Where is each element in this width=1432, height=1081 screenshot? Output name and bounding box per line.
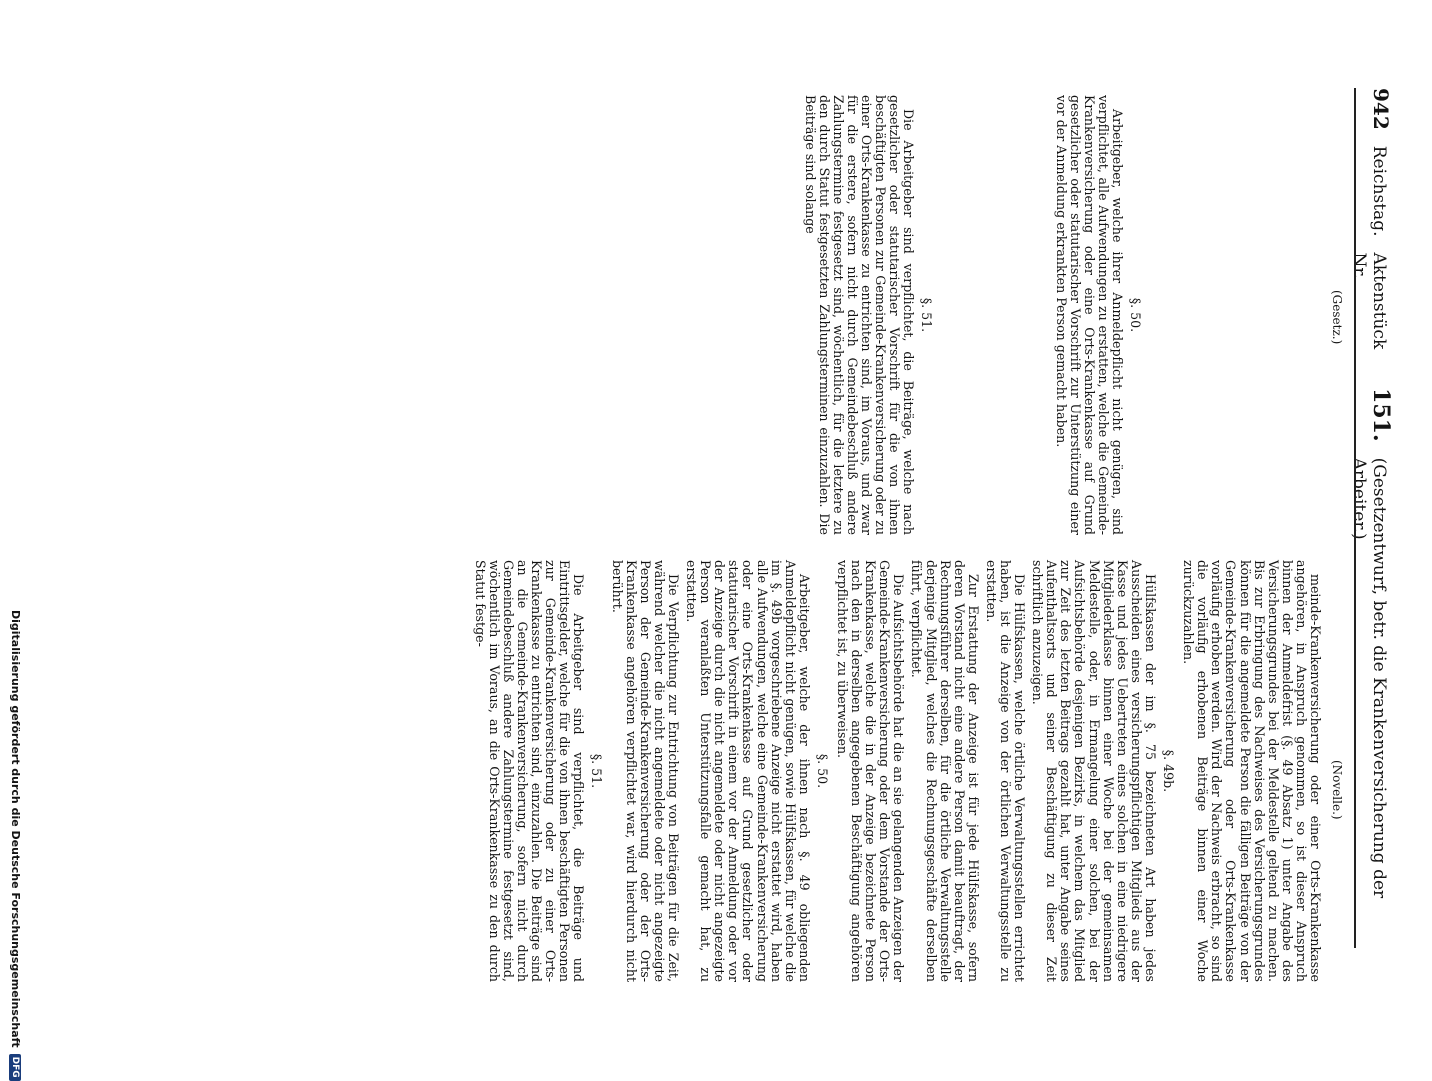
paragraph: Arbeitgeber, welche ihrer Anmeldepflicht nicht genügen, sind verpflichtet, alle Aufwendungen zu erstatten, welche die Gemeinde-Krankenversicherung oder eine Orts-Krankenkasse auf Grund gesetzlicher oder statutarischer Vorschrift zur Unterstützung einer vor der Anmeldung erkrankten Person gemacht haben.: [1053, 95, 1125, 535]
paragraph: Die Arbeitgeber sind verpflichtet, die Beiträge und Eintrittsgelder, welche für die von ihnen beschäftigten Personen zur Gemeinde-Krankenversicherung oder zu einer Orts-Krankenkasse zu entrichten sind, einzuzahlen. Die Beiträge sind an die Gemeinde-Krankenversicherung, sofern nicht durch Gemeindebeschluß andere Zahlungstermine festgesetzt sind, wöchentlich im Voraus, an die Orts-Krankenkasse zu den durch Statut festge-: [472, 560, 587, 982]
header-source: Reichstag.: [1369, 145, 1389, 237]
paragraph: Zur Erstattung der Anzeige ist für jede Hülfskasse, sofern deren Vorstand nicht eine andere Person damit beauftragt, der Rechnungsführer derselben, für die örtliche Verwaltungsstelle derjenige Mitglied, welches die Rechnungsgeschäfte derselben führt, verpflichtet.: [909, 560, 981, 982]
paragraph: Die Aufsichtsbehörde hat die an sie gelangenden Anzeigen der Gemeinde-Krankenversicherung oder dem Vorstande der Orts-Krankenkasse, welche die in der Anzeige bezeichnete Person nach den in derselben angegebenen Beschäftigung angehören verpflichtet ist, zu überweisen.: [835, 560, 907, 982]
header-title: (Gesetzentwurf, betr. die Krankenversicherung der Arbeiter.): [1349, 457, 1389, 899]
dfg-logo-icon: DFG: [10, 1054, 22, 1081]
header-rule: [1354, 88, 1356, 948]
paragraph: Arbeitgeber, welche der ihnen nach §. 49 obliegenden Anmeldepflicht nicht genügen, sowie Hülfskassen, für welche die im §. 49b vorgeschriebene Anzeige nicht erstattet wird, haben alle Aufwendungen, welche eine Gemeinde-Krankenversicherung oder eine Orts-Krankenkasse auf Grund gesetzlicher oder statutarischer Vorschrift in einem vor der Anmeldung oder vor der Anzeige durch die nicht angemeldete oder nicht angezeigte Person veranlaßten Unterstützungsfalle gemacht hat, zu erstatten.: [684, 560, 812, 982]
paragraph: Hülfskassen der im §. 75 bezeichneten Art haben jedes Ausscheiden eines versicherungspflichtigen Mitglieds aus der Kasse und jedes Uebertreten eines solchen in eine niedrigere Mitgliederklasse binnen einer Woche bei der gemeinsamen Meldestelle, oder, in Ermangelung einer solchen, bei der Aufsichtsbehörde desjenigen Bezirks, in welchem das Mitglied zur Zeit des letzten Beitrags gezahlt hat, unter Angabe seines Aufenthaltsorts und seiner Beschäftigung zu dieser Zeit schriftlich anzuzeigen.: [1030, 560, 1158, 982]
page-header: [1349, 88, 1394, 948]
issue-number: 151.: [1368, 388, 1394, 442]
right-column: [469, 560, 1322, 982]
section-heading: §. 51.: [919, 297, 935, 333]
footer-text: Digitalisierung gefördert durch die Deutsche Forschungsgemeinschaft: [9, 610, 22, 1048]
paragraph: meinde-Krankenversicherung oder einer Orts-Krankenkasse angehören, in Anspruch genommen, so ist dieser Anspruch binnen der Anmeldefrist (§. 49 Absatz 1) unter Angabe des Versicherungsgrundes bei der Meldestelle geltend zu machen. Bis zur Erbringung des Nachweises des Versicherungsgrundes können für die angemeldete Person die fälligen Beiträge von der Gemeinde-Krankenversicherung oder Orts-Krankenkasse vorläufig erhoben werden. Wird der Nachweis erbracht, so sind die vorläufig erhobenen Beiträge binnen einer Woche zurückzuzahlen.: [1181, 560, 1323, 982]
header-document: Aktenstück Nr.: [1349, 252, 1389, 350]
paragraph: Die Hülfskassen, welche örtliche Verwaltungsstellen errichtet haben, ist die Anzeige von der örtlichen Verwaltungsstelle zu erstatten.: [983, 560, 1028, 982]
paragraph: Die Verpflichtung zur Entrichtung von Beiträgen für die Zeit, während welcher die nicht angemeldete oder nicht angezeigte Person der Gemeinde-Krankenversicherung oder der Orts-Krankenkasse angehören verpflichtet war, wird hierdurch nicht berührt.: [609, 560, 681, 982]
left-column-label: (Gesetz.): [1330, 290, 1344, 345]
left-column: [799, 95, 1322, 535]
paragraph: Die Arbeitgeber sind verpflichtet, die Beiträge, welche nach gesetzlicher oder statutarischer Vorschrift für die von ihnen beschäftigten Personen zur Gemeinde-Krankenversicherung oder zu einer Orts-Krankenkasse zu entrichten sind, im Voraus, und zwar für die erstere, sofern nicht durch Gemeindebeschluß andere Zahlungstermine festgesetzt sind, wöchentlich, für die letztere zu den durch Statut festgesetzten Zahlungsterminen einzuzahlen. Die Beiträge sind solange: [802, 95, 917, 535]
digitization-footer: [9, 610, 22, 1078]
right-column-label: (Novelle.): [1330, 760, 1344, 820]
section-heading: §. 51.: [589, 753, 605, 789]
section-heading: §. 50.: [814, 753, 830, 789]
page-number: 942: [1369, 88, 1393, 130]
section-heading: §. 50.: [1128, 297, 1143, 333]
section-heading: §. 49b.: [1161, 749, 1177, 793]
